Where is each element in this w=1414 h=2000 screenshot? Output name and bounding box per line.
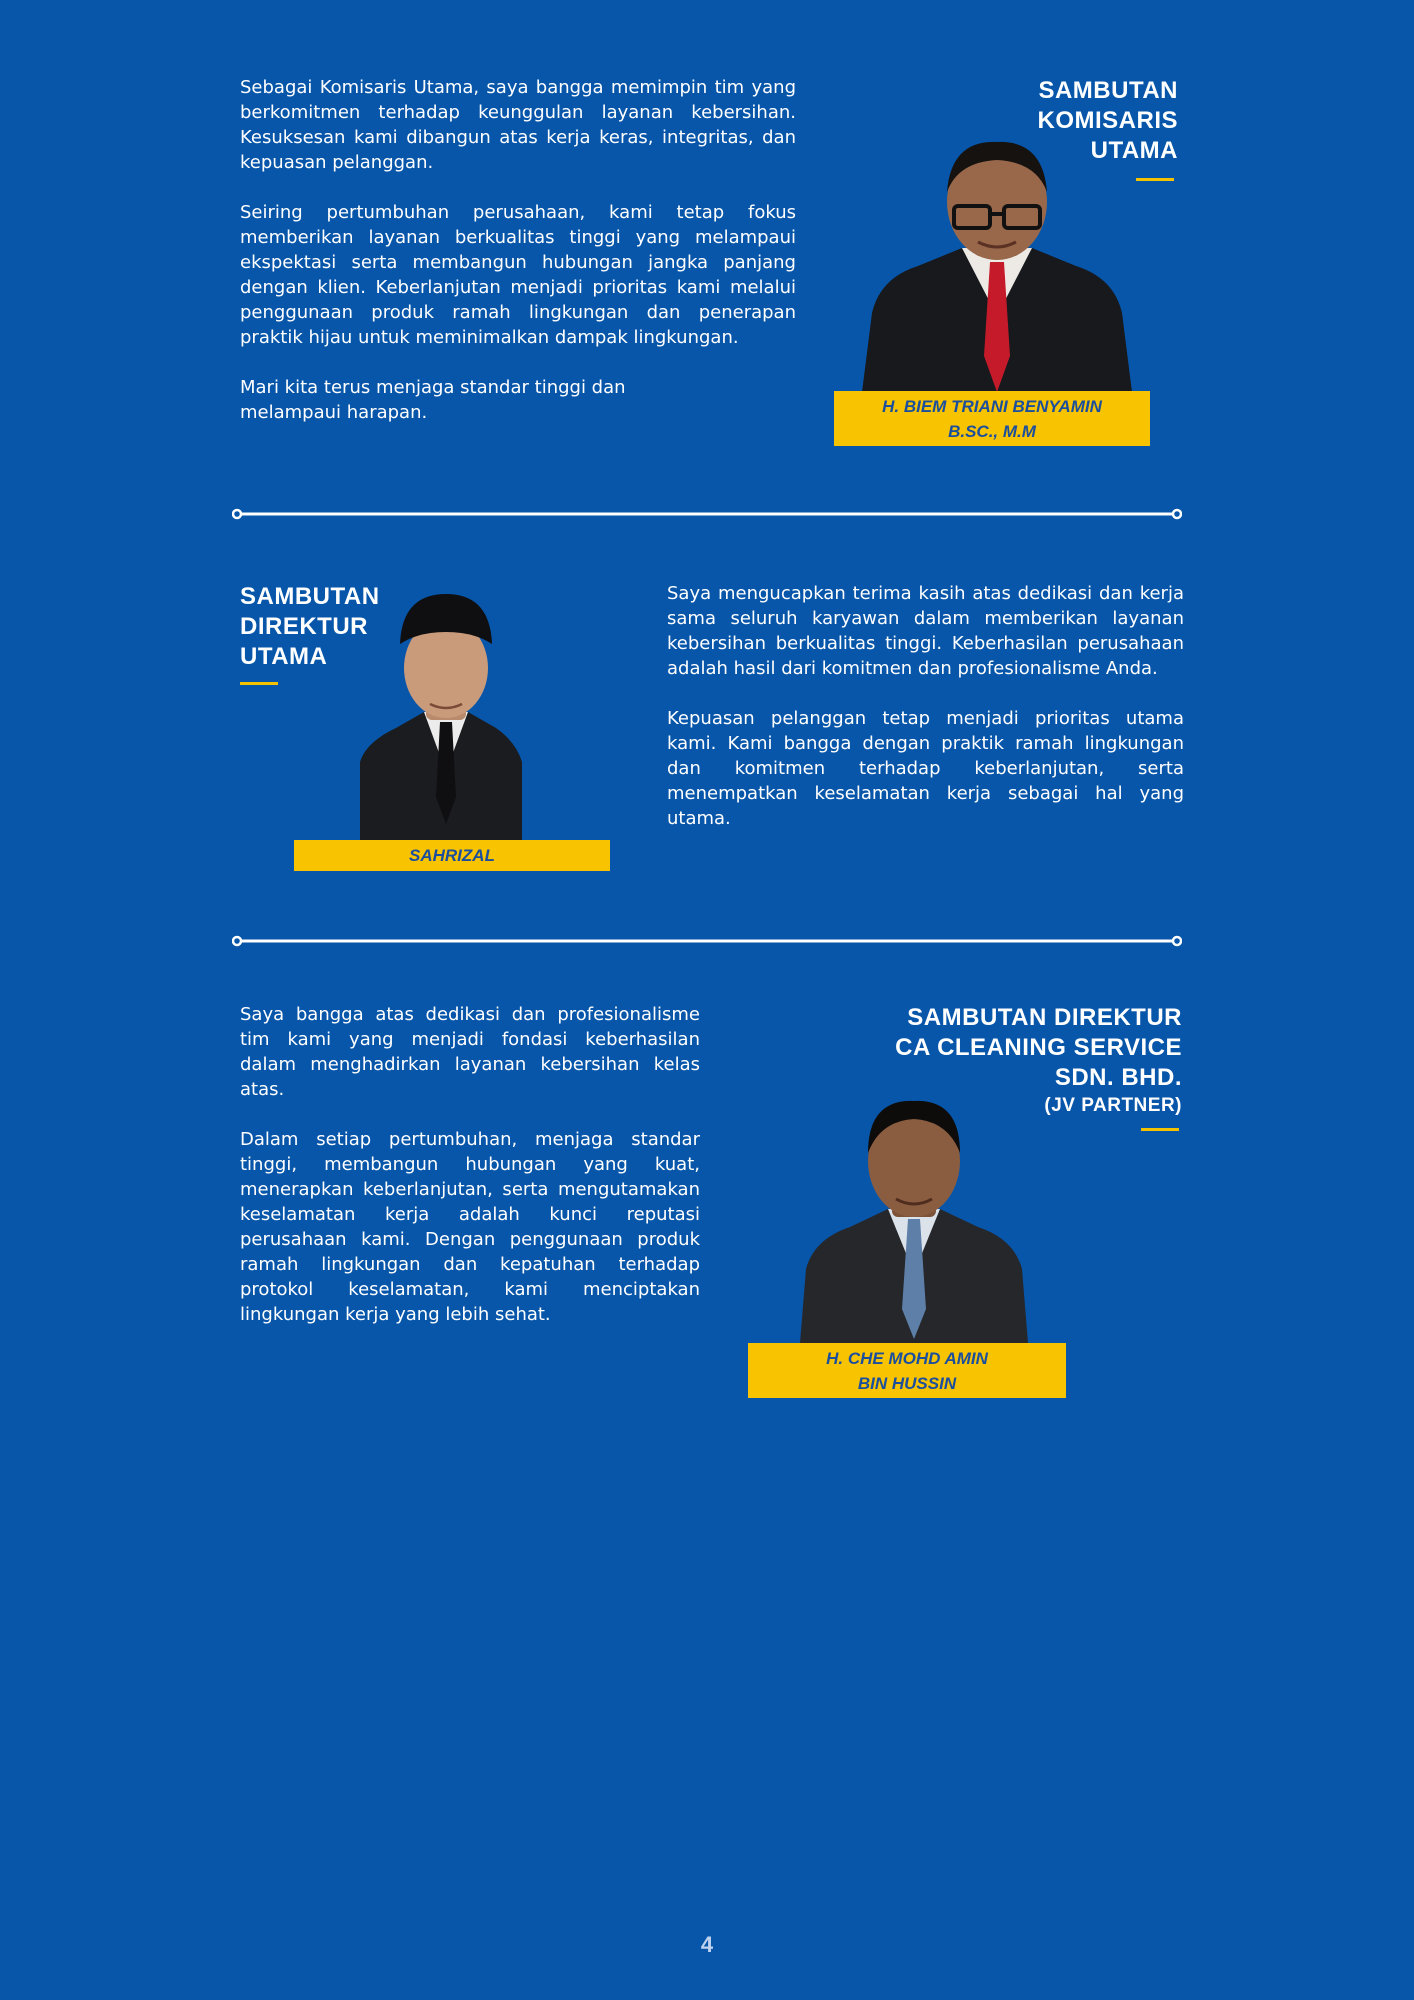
page-number: 4 xyxy=(700,1932,714,1957)
partner-name: H. CHE MOHD AMIN xyxy=(826,1348,988,1368)
direktur-title-line-1: SAMBUTAN xyxy=(240,583,380,610)
section-divider-1 xyxy=(232,506,1182,522)
partner-title-line-3: SDN. BHD. xyxy=(1054,1064,1182,1091)
direktur-name: SAHRIZAL xyxy=(409,846,495,865)
direktur-portrait xyxy=(356,592,526,840)
partner-name-label xyxy=(748,1343,1066,1398)
komisaris-portrait xyxy=(858,138,1136,392)
partner-name-line-2: BIN HUSSIN xyxy=(857,1373,957,1393)
komisaris-credentials: B.SC., M.M xyxy=(948,421,1036,441)
direktur-paragraph-2: Kepuasan pelanggan tetap menjadi prioritas utama kami. Kami bangga dengan praktik ramah lingkungan dan komitmen terhadap keberlanjutan, serta menempatkan keselamatan kerja sebagai hal yang utama. xyxy=(667,708,1184,829)
partner-title-line-2: CA CLEANING SERVICE xyxy=(895,1034,1182,1061)
section-divider-2 xyxy=(232,933,1182,949)
komisaris-message xyxy=(240,75,796,425)
komisaris-paragraph-2: Seiring pertumbuhan perusahaan, kami tetap fokus memberikan layanan berkualitas tinggi yang melampaui ekspektasi serta membangun hubungan jangka panjang dengan klien. Keberlanjutan menjadi prioritas kami melalui penggunaan produk ramah lingkungan dan penerapan praktik hijau untuk meminimalkan dampak lingkungan. xyxy=(240,202,796,348)
partner-title-line-1: SAMBUTAN DIREKTUR xyxy=(907,1004,1182,1031)
komisaris-paragraph-3: Mari kita terus menjaga standar tinggi dan melampaui harapan. xyxy=(240,377,626,423)
direktur-title-accent xyxy=(240,682,278,685)
partner-title-accent xyxy=(1141,1128,1179,1131)
komisaris-title-line-3: UTAMA xyxy=(1090,137,1178,164)
komisaris-name: H. BIEM TRIANI BENYAMIN xyxy=(882,396,1102,416)
direktur-title-line-3: UTAMA xyxy=(240,643,328,670)
direktur-paragraph-1: Saya mengucapkan terima kasih atas dedikasi dan kerja sama seluruh karyawan dalam memberikan layanan kebersihan berkualitas tinggi. Keberhasilan perusahaan adalah hasil dari komitmen dan profesionalisme Anda. xyxy=(667,583,1184,679)
komisaris-title-accent xyxy=(1136,178,1174,181)
partner-portrait xyxy=(796,1097,1032,1343)
direktur-name-label xyxy=(294,840,610,871)
partner-paragraph-1: Saya bangga atas dedikasi dan profesionalisme tim kami yang menjadi fondasi keberhasilan dalam menghadirkan layanan kebersihan kelas atas. xyxy=(240,1004,700,1100)
komisaris-name-label xyxy=(834,391,1150,446)
partner-paragraph-2: Dalam setiap pertumbuhan, menjaga standar tinggi, membangun hubungan yang kuat, menerapkan keberlanjutan, serta mengutamakan keselamatan kerja adalah kunci reputasi perusahaan kami. Dengan penggunaan produk ramah lingkungan dan kepatuhan terhadap protokol keselamatan, kami menciptakan lingkungan kerja yang lebih sehat. xyxy=(240,1129,700,1325)
partner-message xyxy=(240,1002,700,1327)
komisaris-title-line-1: SAMBUTAN xyxy=(1038,77,1178,104)
partner-title-subtitle: (JV PARTNER) xyxy=(1044,1095,1182,1116)
direktur-title-line-2: DIREKTUR xyxy=(240,613,368,640)
komisaris-title-line-2: KOMISARIS xyxy=(1037,107,1178,134)
komisaris-paragraph-1: Sebagai Komisaris Utama, saya bangga memimpin tim yang berkomitmen terhadap keunggulan layanan kebersihan. Kesuksesan kami dibangun atas kerja keras, integritas, dan kepuasan pelanggan. xyxy=(240,77,796,173)
direktur-message xyxy=(667,581,1184,831)
